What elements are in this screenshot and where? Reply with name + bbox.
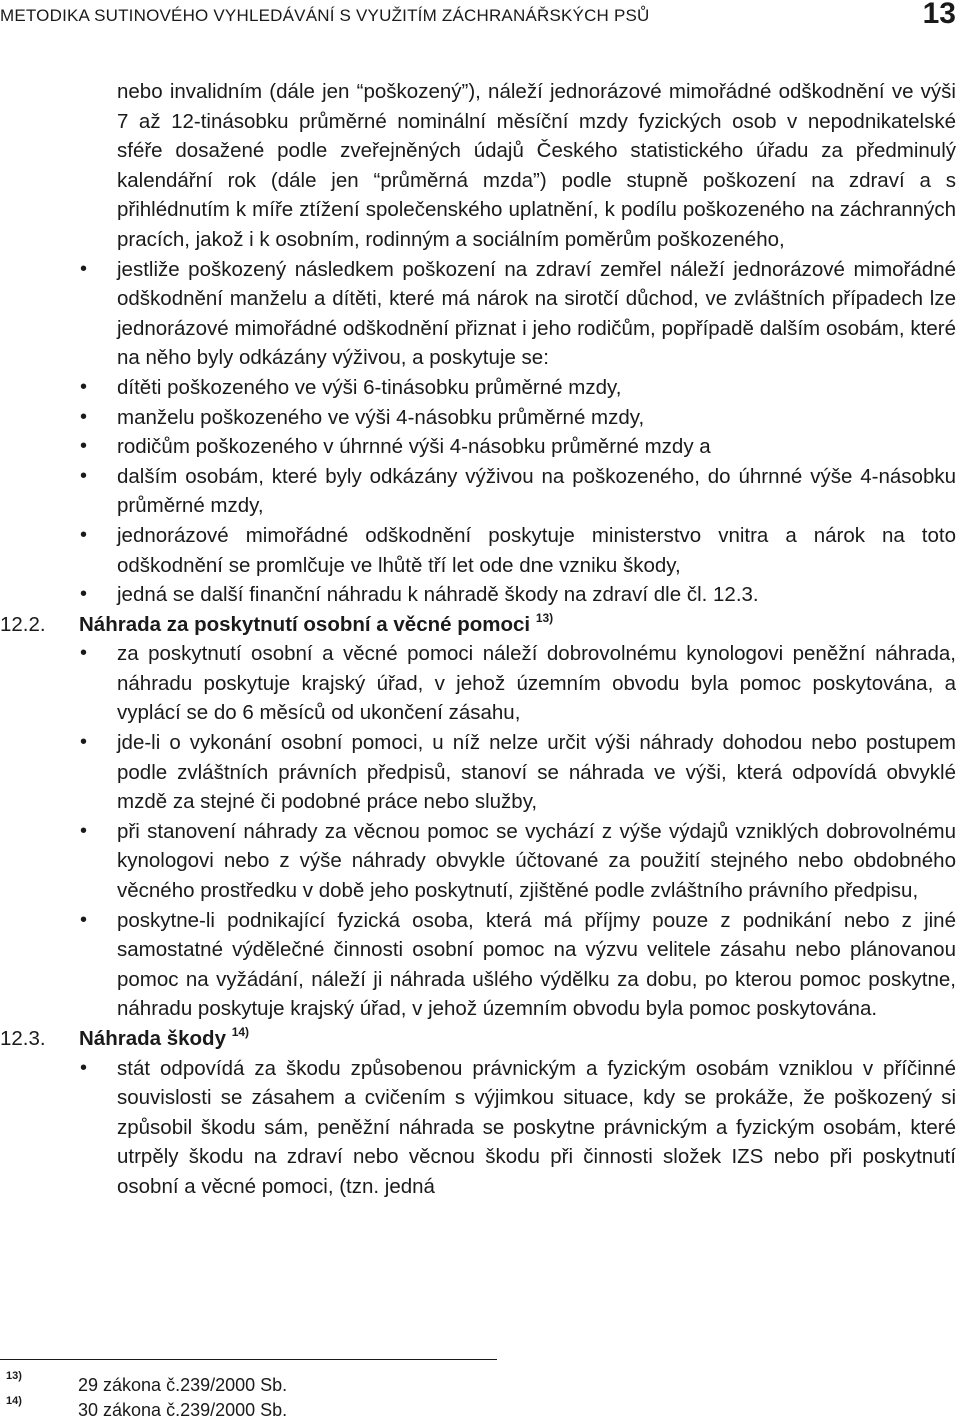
section-number: 12.3. [0, 1027, 46, 1050]
list-item: • dalším osobám, které byly odkázány výživou na poškozeného, do úhrnné výše 4-násobku průměrné mzdy, [0, 462, 956, 521]
footnote-text: 29 zákona č.239/2000 Sb. [78, 1375, 288, 1395]
page-number: 13 [922, 0, 956, 30]
list-item: • rodičům poškozeného v úhrnné výši 4-násobku průměrné mzdy a [0, 432, 956, 462]
footnote-reference[interactable]: 14) [231, 1025, 250, 1039]
list-item: • stát odpovídá za škodu způsobenou právnickým a fyzickým osobám vzniklou v příčinné souvislosti se zásahem a cvičením s výjimkou situace, kdy se prokáže, že poškozený si způsobil škodu sám, peněžní náhrada se poskytne právnickým a fyzickým osobám, které utrpěly škodu na zdraví nebo věcnou škodu při činnosti složek IZS nebo při poskytnutí osobní a věcné pomoci, (tzn. jedná [0, 1054, 956, 1202]
list-item: • dítěti poškozeného ve výši 6-tinásobku průměrné mzdy, [0, 373, 956, 403]
list-item: • poskytne-li podnikající fyzická osoba, která má příjmy pouze z podnikání nebo z jiné samostatné výdělečné činnosti osobní pomoc na výzvu velitele zásahu nebo plánovanou pomoc na vyžádání, náleží ji náhrada ušlého výdělku za dobu, po kterou pomoc poskytne, náhradu poskytuje krajský úřad, v jehož územním obvodu byla pomoc poskytována. [0, 906, 956, 1024]
footnote-divider [0, 1359, 497, 1360]
page-body [0, 77, 960, 1202]
footnote-reference[interactable]: 13) [535, 610, 554, 625]
list-item: • při stanovení náhrady za věcnou pomoc se vychází z výše výdajů vzniklých dobrovolnému kynologovi nebo z výše náhrady obvykle účtované za použití stejného nebo obdobného věcného prostředku v době jeho poskytnutí, zjištěné podle zvláštního právního předpisu, [0, 817, 956, 906]
list-item: • jde-li o vykonání osobní pomoci, u níž nelze určit výši náhrady dohodou nebo postupem podle zvláštních právních předpisů, stanoví se náhrada ve výši, která odpovídá obvyklé mzdě za stejné či podobné práce nebo služby, [0, 728, 956, 817]
list-item: • manželu poškozeného ve výši 4-násobku průměrné mzdy, [0, 403, 956, 433]
section-number: 12.2. [0, 612, 46, 636]
running-header-title: METODIKA SUTINOVÉHO VYHLEDÁVÁNÍ S VYUŽITÍM ZÁCHRANÁŘSKÝCH PSŮ [0, 6, 650, 25]
section-heading-12-2 [0, 610, 960, 640]
footnote-mark: 13) [6, 1370, 22, 1382]
list-item: • jedná se další finanční náhradu k náhradě škody na zdraví dle čl. 12.3. [0, 580, 956, 610]
list-item: • za poskytnutí osobní a věcné pomoci náleží dobrovolnému kynologovi peněžní náhrada, náhradu poskytuje krajský úřad, v jehož územním obvodu byla pomoc poskytována, a vyplácí se do 6 měsíců od ukončení zásahu, [0, 639, 956, 728]
section-title: Náhrada za poskytnutí osobní a věcné pomoci [79, 612, 531, 636]
bullet-list-section-12-2 [0, 639, 960, 1024]
page-header [0, 0, 960, 40]
footnote-mark: 14) [6, 1395, 22, 1407]
list-item: • jednorázové mimořádné odškodnění poskytuje ministerstvo vnitra a nárok na toto odškodnění se promlčuje ve lhůtě tří let ode dne vzniku škody, [0, 521, 956, 580]
footnote-text: 30 zákona č.239/2000 Sb. [78, 1400, 288, 1420]
list-item: • jestliže poškozený následkem poškození na zdraví zemřel náleží jednorázové mimořádné odškodnění manželu a dítěti, které má nárok na sirotčí důchod, ve zvláštních případech lze jednorázové mimořádné odškodnění přiznat i jeho rodičům, popřípadě dalším osobám, které na něho byly odkázány výživou, a poskytuje se: [0, 255, 956, 373]
intro-paragraph: nebo invalidním (dále jen “poškozený”), náleží jednorázové mimořádné odškodnění ve výši 7 až 12-tinásobku průměrné nominální měsíční mzdy fyzických osob v nepodnikatelské sféře dosažené podle zveřejněných údajů Českého statistického úřadu za předminulý kalendářní rok (dále jen “průměrná mzda”) podle stupně poškození na zdraví a s přihlédnutím k míře ztížení společenského uplatnění, k podílu poškozeného na záchranných pracích, jakož i k osobním, rodinným a sociálním poměrům poškozeného, [117, 80, 956, 251]
section-heading-12-3 [0, 1024, 960, 1054]
bullet-list-section-12-3 [0, 1054, 960, 1202]
section-title: Náhrada škody [79, 1027, 226, 1050]
bullet-list-compensation [0, 255, 960, 610]
